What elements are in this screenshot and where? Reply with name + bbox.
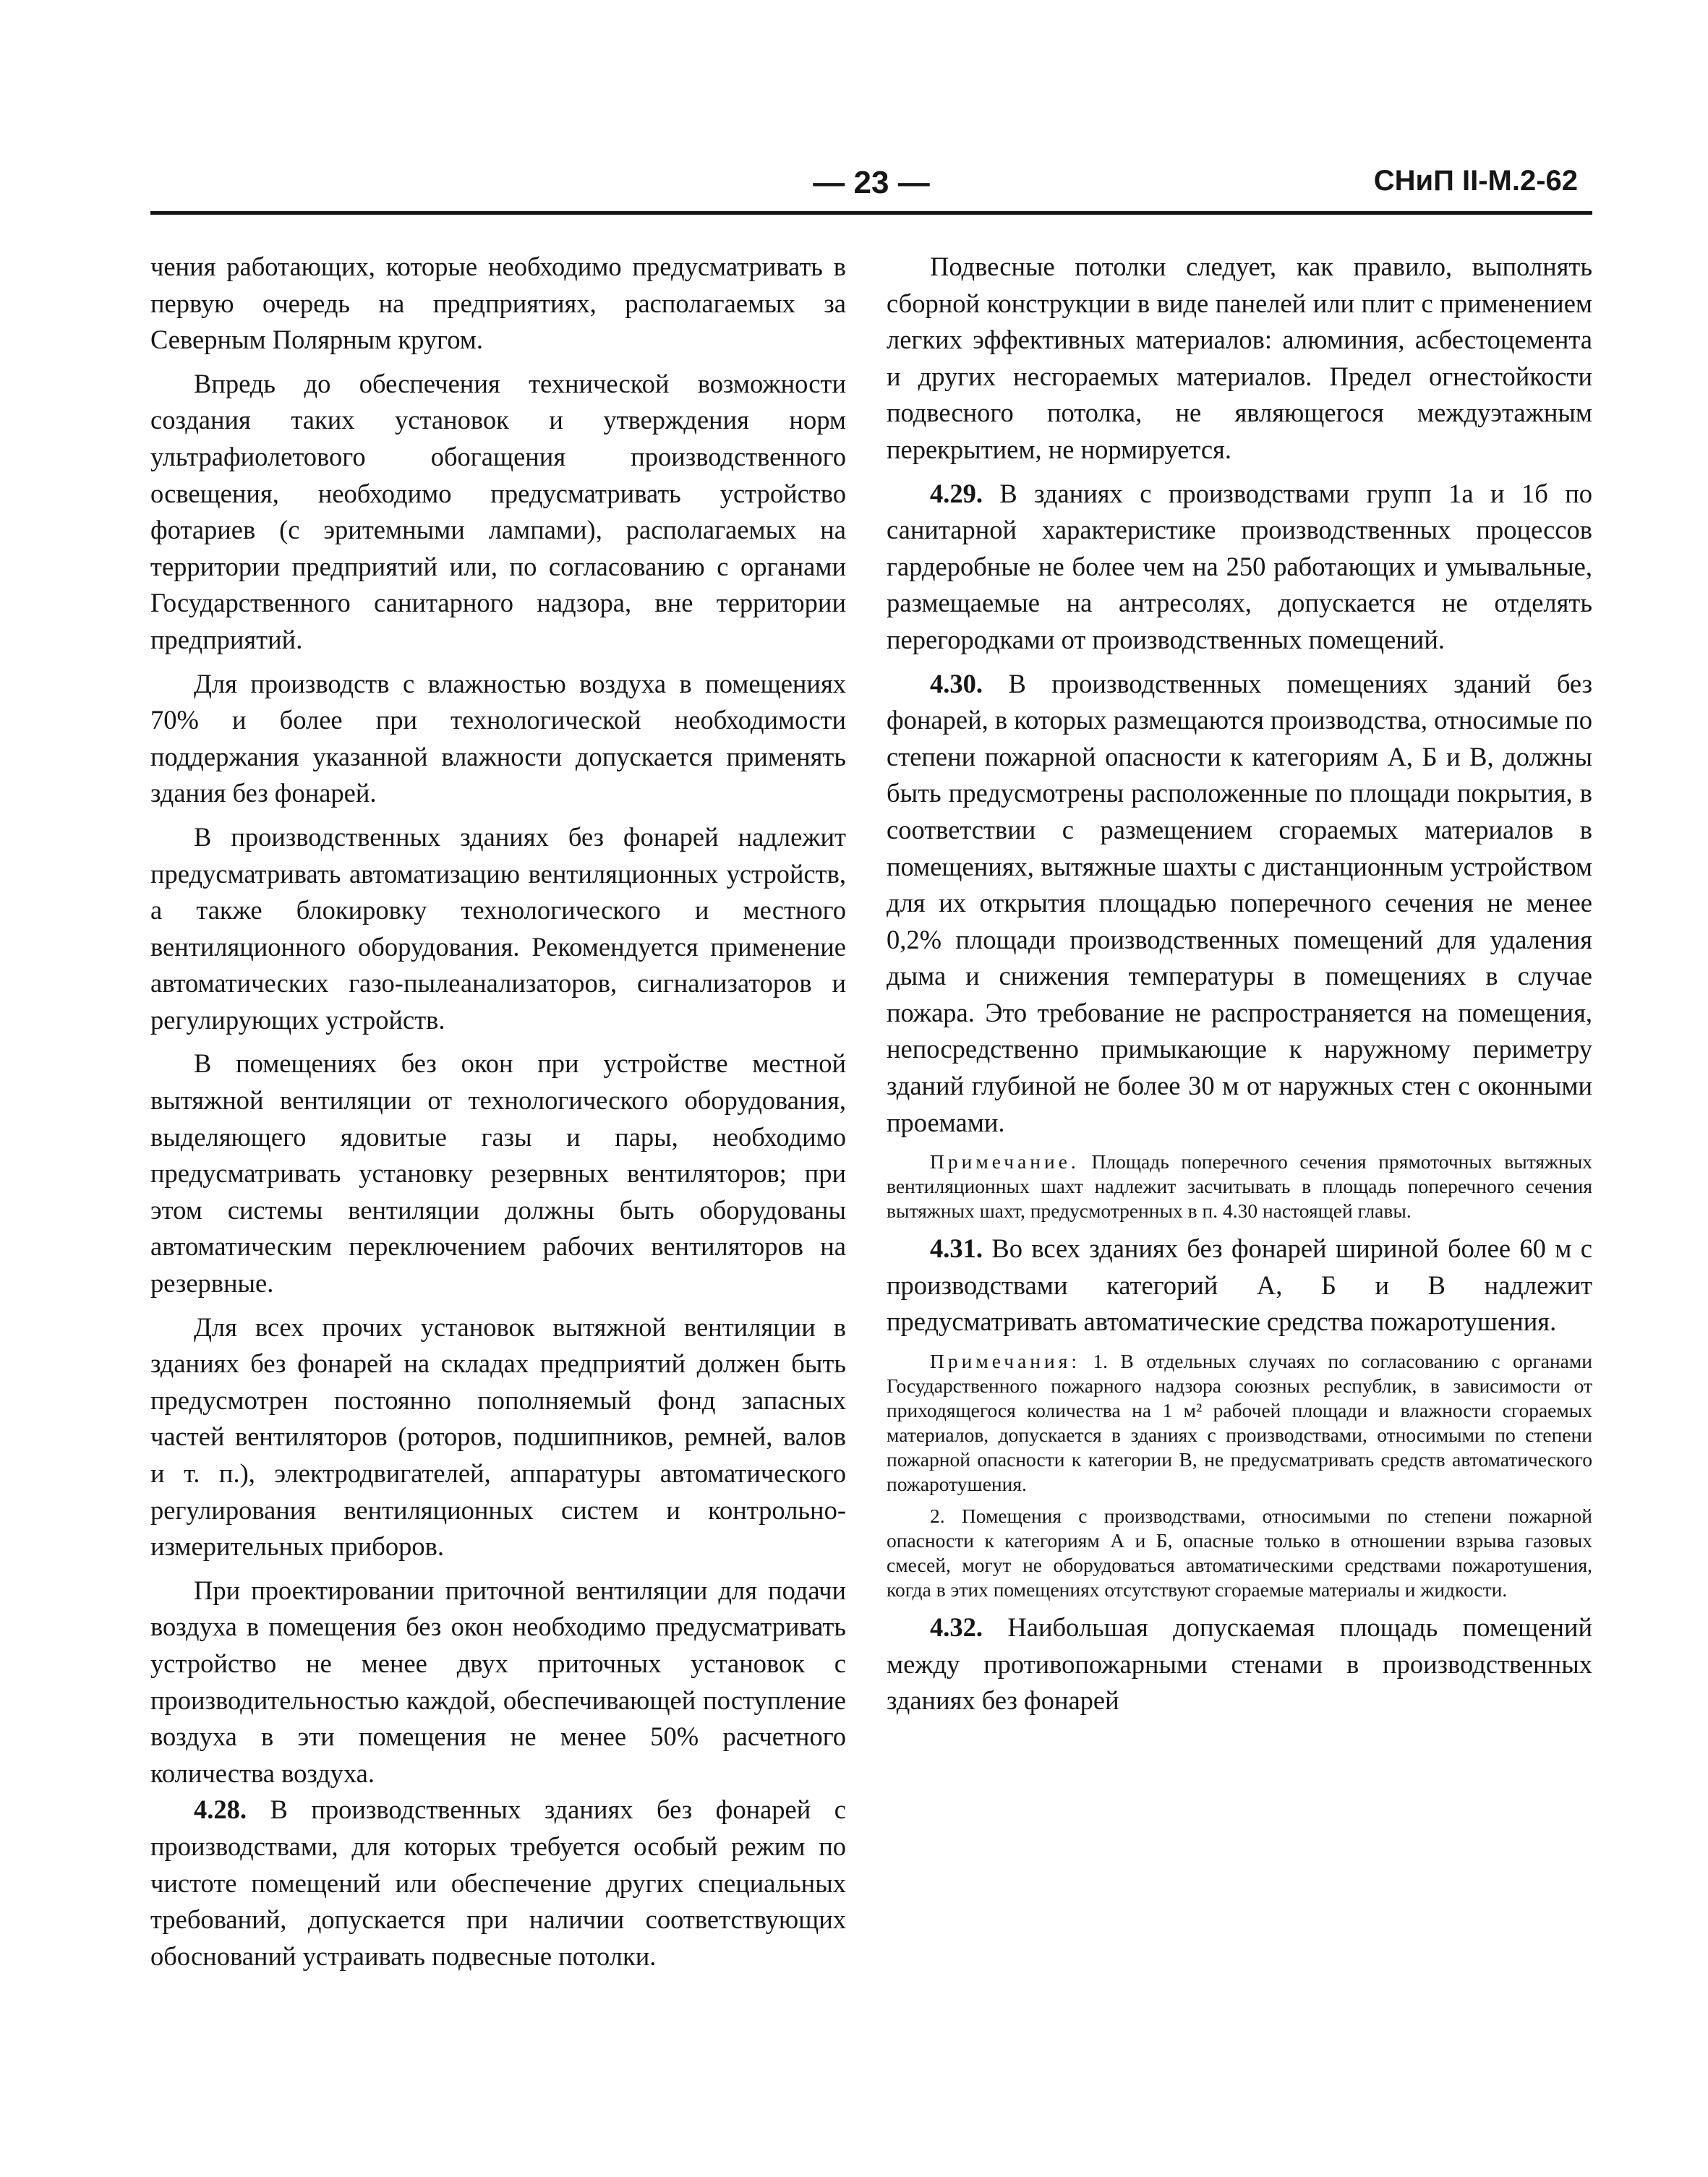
clause-4-29 <box>887 476 1592 659</box>
right-column <box>887 249 1592 1719</box>
paragraph: Для всех прочих установок вытяжной вентиляции в зданиях без фонарей на складах предприятий должен быть предусмотрен постоянно пополняемый фонд запасных частей вентиляторов (роторов, подшипников, ремней, валов и т. п.), электродвигателей, аппаратуры автоматического регулирования вентиляционных систем и контрольно-измерительных приборов. <box>150 1312 846 1562</box>
clause-text: В производственных помещениях зданий без фонарей, в которых размещаются производства, относимые по степени пожарной опасности к категориям А, Б и В, должны быть предусмотрены расположенные по площади покрытия, в соответствии с размещением сгораемых материалов в помещениях, вытяжные шахты с дистанционным устройством для их открытия площадью поперечного сечения не менее 0,2% площади производственных помещений для удаления дыма и снижения температуры в помещениях в случае пожара. Это требование не распространяется на помещения, непосредственно примыкающие к наружному периметру зданий глубиной не более 30 м от наружных стен с оконными проемами. <box>887 668 1592 1137</box>
clause-text: Во всех зданиях без фонарей шириной более 60 м с производствами категорий А, Б и В надлежит предусматривать автоматические средства пожаротушения. <box>887 1233 1592 1337</box>
clause-number: 4.28. <box>194 1795 247 1825</box>
note-text: 1. В отдельных случаях по согласованию с органами Государственного пожарного надзора союзных республик, в зависимости от приходящегося количества на 1 м² рабочей площади и влажности сгораемых материалов, допускается в зданиях с производствами, относимыми по степени пожарной опасности к категории В, не предусматривать средств автоматического пожаротушения. <box>887 1350 1592 1496</box>
note-heading: Примечание. <box>930 1150 1080 1173</box>
page-header <box>150 165 1592 215</box>
paragraph: чения работающих, которые необходимо предусматривать в первую очередь на предприятиях, располагаемых за Северным Полярным кругом. <box>150 252 846 355</box>
paragraph: При проектировании приточной вентиляции для подачи воздуха в помещения без окон необходимо предусматривать устройство не менее двух приточных установок с производительностью каждой, обеспечивающей поступление воздуха в эти помещения не менее 50% расчетного количества воздуха. <box>150 1575 846 1788</box>
left-column <box>150 249 846 1975</box>
paragraph: Подвесные потолки следует, как правило, выполнять сборной конструкции в виде панелей или плит с применением легких эффективных материалов: алюминия, асбестоцемента и других несгораемых материалов. Предел огнестойкости подвесного потолка, не являющегося междуэтажным перекрытием, не нормируется. <box>887 252 1592 464</box>
clause-number: 4.32. <box>930 1612 983 1643</box>
clause-number: 4.29. <box>930 478 983 508</box>
note-4-31-2: 2. Помещения с производствами, относимыми по степени пожарной опасности к категориям А и Б, опасные только в отношении взрыва газовых смесей, могут не оборудоваться автоматическими средствами пожаротушения, когда в этих помещениях отсутствуют сгораемые материалы и жидкости. <box>887 1505 1592 1601</box>
clause-4-31 <box>887 1231 1592 1340</box>
clause-number: 4.30. <box>930 668 983 698</box>
note-heading: Примечания: <box>930 1350 1081 1373</box>
paragraph: В производственных зданиях без фонарей надлежит предусматривать автоматизацию вентиляционных устройств, а также блокировку технологического и местного вентиляционного оборудования. Рекомендуется применение автоматических газо-пылеанализаторов, сигнализаторов и регулирующих устройств. <box>150 821 846 1035</box>
clause-4-32 <box>887 1609 1592 1719</box>
paragraph: В помещениях без окон при устройстве местной вытяжной вентиляции от технологического оборудования, выделяющего ядовитые газы и пары, необходимо предусматривать установку резервных вентиляторов; при этом системы вентиляции должны быть оборудованы автоматическим переключением рабочих вентиляторов на резервные. <box>150 1048 846 1299</box>
clause-4-28 <box>150 1792 846 1975</box>
note-4-30 <box>887 1150 1592 1223</box>
clause-number: 4.31. <box>930 1233 983 1264</box>
paragraph: Впредь до обеспечения технической возможности создания таких установок и утверждения норм ультрафиолетового обогащения производственного освещения, необходимо предусматривать устройство фотариев (с эритемными лампами), располагаемых на территории предприятий или, по согласованию с органами Государственного санитарного надзора, вне территории предприятий. <box>150 368 846 654</box>
clause-4-30 <box>887 666 1592 1142</box>
clause-text: Наибольшая допускаемая площадь помещений между противопожарными стенами в производственных зданиях без фонарей <box>887 1612 1592 1716</box>
clause-text: В производственных зданиях без фонарей с производствами, для которых требуется особый режим по чистоте помещений или обеспечение других специальных требований, допускается при наличии соответствующих обоснований устраивать подвесные потолки. <box>150 1795 846 1971</box>
paragraph: Для производств с влажностью воздуха в помещениях 70% и более при технологической необходимости поддержания указанной влажности допускается применять здания без фонарей. <box>150 668 846 808</box>
note-4-31-1 <box>887 1349 1592 1497</box>
clause-text: В зданиях с производствами групп 1а и 1б по санитарной характеристике производственных процессов гардеробные не более чем на 250 работающих и умывальные, размещаемые на антресолях, допускается не отделять перегородками от производственных помещений. <box>887 478 1592 654</box>
page-number: — 23 — <box>813 165 930 200</box>
note-text: Площадь поперечного сечения прямоточных вытяжных вентиляционных шахт надлежит засчитывать в площадь поперечного сечения вытяжных шахт, предусмотренных в п. 4.30 настоящей главы. <box>887 1150 1592 1223</box>
header-rule <box>150 211 1592 215</box>
standard-code: СНиП II-М.2-62 <box>1373 165 1578 197</box>
